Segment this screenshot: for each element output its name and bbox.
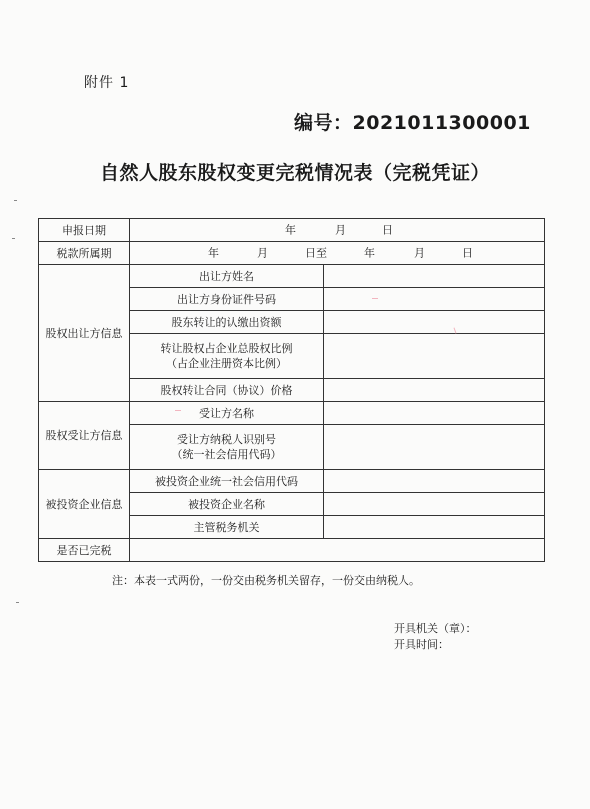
tax-period-value [130,242,545,265]
investee-credit-code-field[interactable] [324,470,545,493]
number-value: 2021011300001 [352,112,531,134]
equity-ratio-field[interactable] [324,334,545,379]
transferee-taxid-line2: （统一社会信用代码） [171,448,282,461]
subscribed-capital-field[interactable] [324,311,545,334]
equity-ratio-label [130,334,324,379]
table-row [39,402,545,425]
tax-completed-field[interactable] [130,539,545,562]
attachment-label: 附件 1 [84,75,130,91]
transferor-id-label: 出让方身份证件号码 [130,288,324,311]
transferor-id-field[interactable] [324,288,545,311]
table-row [39,219,545,242]
equity-transfer-table [38,218,545,562]
report-date-month: 月 [335,223,346,237]
form-number [294,108,531,135]
faint-stamp-mark [175,410,181,411]
page-title: 自然人股东股权变更完税情况表（完税凭证） [99,162,490,184]
tax-period-day-end: 日 [462,246,473,260]
tax-authority-label: 主管税务机关 [130,516,324,539]
tax-authority-field[interactable] [324,516,545,539]
investee-name-field[interactable] [324,493,545,516]
transferee-group-label: 股权受让方信息 [39,402,130,470]
issue-time-label: 开具时间： [394,638,449,651]
tax-period-month-start: 月 [257,246,268,260]
footnote: 注：本表一式两份，一份交由税务机关留存，一份交由纳税人。 [112,574,420,587]
investee-credit-code-label: 被投资企业统一社会信用代码 [130,470,324,493]
tax-period-month-end: 月 [414,246,425,260]
tax-period-year-end: 年 [364,246,375,260]
transferee-taxid-field[interactable] [324,425,545,470]
equity-ratio-line2: （占企业注册资本比例） [166,357,287,370]
transferee-name-label: 受让方名称 [130,402,324,425]
table-row [39,470,545,493]
transferee-taxid-line1: 受让方纳税人识别号 [177,433,276,446]
transferee-taxid-label [130,425,324,470]
number-label: 编号： [294,112,353,134]
tax-period-day-to: 日至 [305,246,327,260]
contract-price-field[interactable] [324,379,545,402]
scan-speck [14,200,17,201]
report-date-value [130,219,545,242]
report-date-label: 申报日期 [39,219,130,242]
report-date-year: 年 [285,223,296,237]
report-date-day: 日 [382,223,393,237]
subscribed-capital-label: 股东转让的认缴出资额 [130,311,324,334]
tax-period-label: 税款所属期 [39,242,130,265]
investee-name-label: 被投资企业名称 [130,493,324,516]
equity-ratio-line1: 转让股权占企业总股权比例 [160,342,293,355]
tax-completed-label: 是否已完税 [39,539,130,562]
contract-price-label: 股权转让合同（协议）价格 [130,379,324,402]
scan-speck [12,238,15,239]
transferor-name-field[interactable] [324,265,545,288]
investee-group-label: 被投资企业信息 [39,470,130,539]
table-row [39,265,545,288]
issuer-label: 开具机关（章）： [394,622,477,635]
transferee-name-field[interactable] [324,402,545,425]
transferor-group-label: 股权出让方信息 [39,265,130,402]
faint-stamp-mark [372,298,378,299]
transferor-name-label: 出让方姓名 [130,265,324,288]
table-row [39,242,545,265]
scan-speck [16,602,19,603]
tax-period-year-start: 年 [208,246,219,260]
table-row [39,539,545,562]
